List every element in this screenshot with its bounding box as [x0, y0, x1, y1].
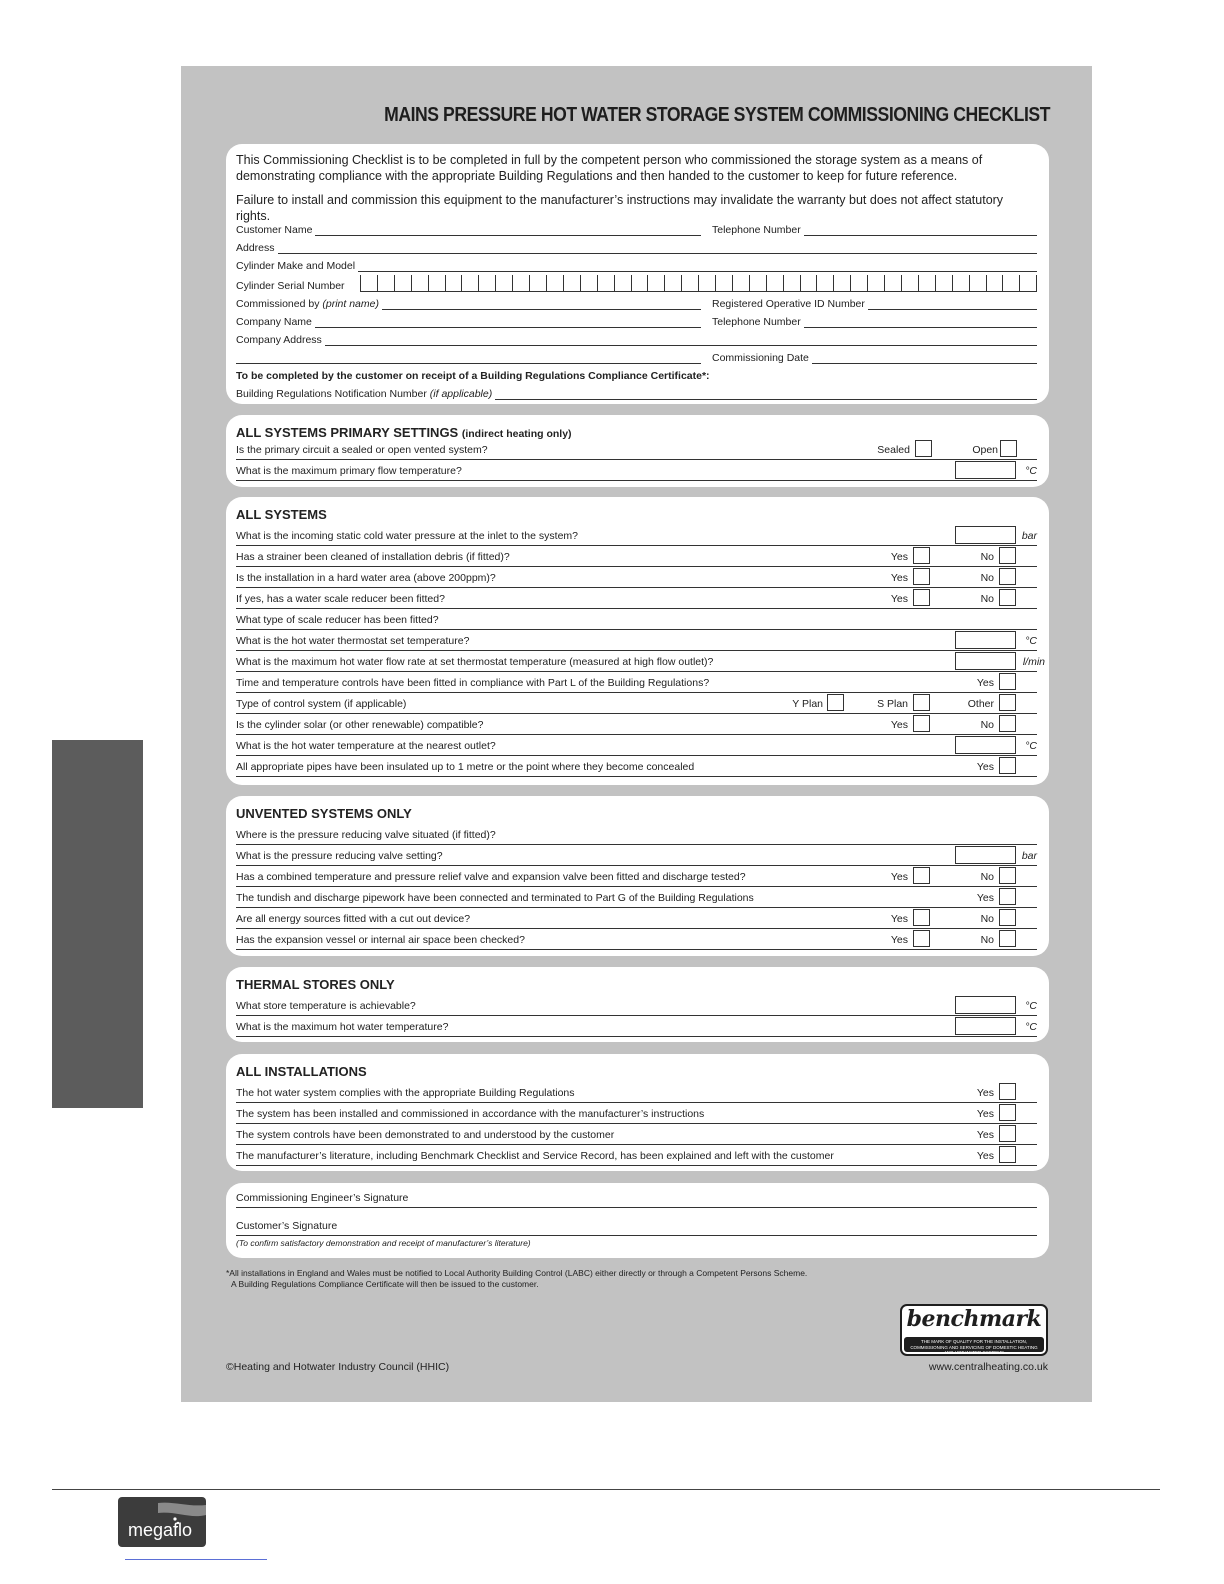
yes-checkbox[interactable] — [999, 1146, 1016, 1163]
megaflo-logo — [118, 1497, 206, 1547]
question-text: What type of scale reducer has been fitted? — [236, 614, 439, 626]
question-text: What is the maximum hot water temperature? — [236, 1021, 449, 1033]
yes-label: Yes — [890, 593, 908, 605]
question-text: What is the incoming static cold water pressure at the inlet to the system? — [236, 530, 578, 542]
hard-water-row — [236, 566, 1037, 588]
yes-label: Yes — [976, 1150, 994, 1162]
question-text: The manufacturer’s literature, including Benchmark Checklist and Service Record, has been explained and left with the customer — [236, 1150, 834, 1162]
customer-name-row — [236, 220, 1037, 238]
address-row — [236, 238, 1037, 256]
part-l-controls-row — [236, 671, 1037, 693]
question-text: Time and temperature controls have been fitted in compliance with Part L of the Building Regulations? — [236, 677, 710, 689]
cold-water-pressure-input[interactable] — [955, 526, 1016, 544]
sealed-label: Sealed — [877, 444, 910, 456]
installations-title: ALL INSTALLATIONS — [236, 1064, 367, 1079]
literature-left-row — [236, 1144, 1037, 1166]
customer-name-label: Customer Name — [236, 224, 315, 236]
yes-checkbox[interactable] — [999, 757, 1016, 774]
page-title: MAINS PRESSURE HOT WATER STORAGE SYSTEM COMMISSIONING CHECKLIST — [384, 104, 1050, 126]
yes-label: Yes — [976, 1087, 994, 1099]
pipes-insulated-row — [236, 755, 1037, 777]
cylinder-serial-field[interactable] — [360, 275, 1037, 292]
notification-number-label: Building Regulations Notification Number (if applicable) — [236, 388, 495, 400]
cold-water-pressure-row — [236, 524, 1037, 546]
installed-per-instructions-row — [236, 1102, 1037, 1124]
unit-label: bar — [1021, 850, 1037, 862]
unvented-title: UNVENTED SYSTEMS ONLY — [236, 806, 412, 821]
question-text: Has the expansion vessel or internal air space been checked? — [236, 934, 525, 946]
question-text: What is the hot water temperature at the nearest outlet? — [236, 740, 496, 752]
question-text: Has a strainer been cleaned of installation debris (if fitted)? — [236, 551, 510, 563]
building-regs-row — [236, 1081, 1037, 1103]
yes-checkbox[interactable] — [913, 867, 930, 884]
side-tab — [52, 740, 143, 1108]
max-hot-water-temp-row — [236, 1015, 1037, 1037]
commissioning-date-label: Commissioning Date — [712, 352, 812, 364]
store-temp-input[interactable] — [955, 996, 1016, 1014]
company-address-label: Company Address — [236, 334, 325, 346]
primary-flow-temp-row — [236, 459, 1037, 481]
y-plan-label: Y Plan — [792, 698, 823, 710]
tundish-row — [236, 886, 1037, 908]
yes-checkbox[interactable] — [913, 715, 930, 732]
yes-label: Yes — [890, 719, 908, 731]
yes-label: Yes — [976, 677, 994, 689]
question-text: What is the maximum primary flow temperature? — [236, 465, 462, 477]
expansion-vessel-row — [236, 928, 1037, 950]
question-text: What is the maximum hot water flow rate at set thermostat temperature (measured at high flow outlet)? — [236, 656, 714, 668]
yes-label: Yes — [976, 1129, 994, 1141]
commissioned-by-label: Commissioned by (print name) — [236, 298, 382, 310]
cut-out-device-row — [236, 907, 1037, 929]
notification-number-row — [236, 384, 1037, 402]
unit-label: °C — [1025, 1000, 1037, 1012]
cylinder-serial-label: Cylinder Serial Number — [236, 280, 348, 292]
megaflo-wordmark: megaflo — [128, 1520, 193, 1540]
no-checkbox[interactable] — [999, 547, 1016, 564]
primary-flow-temp-input[interactable] — [955, 461, 1016, 479]
yes-checkbox[interactable] — [999, 888, 1016, 905]
question-text: Has a combined temperature and pressure relief valve and expansion valve been fitted and discharge tested? — [236, 871, 746, 883]
operative-id-label: Registered Operative ID Number — [712, 298, 868, 310]
no-label: No — [980, 913, 994, 925]
outlet-temp-row — [236, 734, 1037, 756]
benchmark-logo — [900, 1304, 1048, 1356]
yes-label: Yes — [976, 761, 994, 773]
commissioned-by-row — [236, 294, 1037, 312]
yes-label: Yes — [890, 871, 908, 883]
control-system-row — [236, 692, 1037, 714]
footnote-line-1: *All installations in England and Wales must be notified to Local Authority Building Control (LABC) either directly or through a Competent Persons Scheme. — [226, 1268, 808, 1278]
company-address-row — [236, 330, 1037, 348]
question-text: If yes, has a water scale reducer been fitted? — [236, 593, 445, 605]
unit-label: °C — [1025, 635, 1037, 647]
question-text: The hot water system complies with the appropriate Building Regulations — [236, 1087, 575, 1099]
cylinder-serial-row — [236, 274, 1037, 294]
address-field[interactable] — [236, 253, 1037, 254]
question-text: What is the pressure reducing valve setting? — [236, 850, 443, 862]
thermostat-temp-row — [236, 629, 1037, 651]
footnote — [226, 1268, 807, 1290]
question-text: All appropriate pipes have been insulated up to 1 metre or the point where they become concealed — [236, 761, 695, 773]
no-checkbox[interactable] — [999, 909, 1016, 926]
primary-settings-card — [226, 415, 1049, 487]
scale-reducer-type-row[interactable] — [236, 608, 1037, 630]
other-label: Other — [967, 698, 994, 710]
no-label: No — [980, 551, 994, 563]
s-plan-label: S Plan — [877, 698, 908, 710]
link-underline — [125, 1559, 267, 1560]
no-label: No — [980, 934, 994, 946]
cylinder-model-label: Cylinder Make and Model — [236, 260, 358, 272]
no-checkbox[interactable] — [999, 715, 1016, 732]
question-text: The tundish and discharge pipework have been connected and terminated to Part G of the Building Regulations — [236, 892, 754, 904]
yes-label: Yes — [890, 572, 908, 584]
prv-setting-row — [236, 844, 1037, 866]
customer-signature-label: Customer’s Signature — [236, 1220, 338, 1232]
signatures-card — [226, 1183, 1049, 1258]
customer-note: To be completed by the customer on receipt of a Building Regulations Compliance Certificate*: — [236, 370, 713, 382]
yes-checkbox[interactable] — [913, 547, 930, 564]
company-name-row — [236, 312, 1037, 330]
company-telephone-label: Telephone Number — [712, 316, 804, 328]
question-text: Is the installation in a hard water area (above 200ppm)? — [236, 572, 496, 584]
thermal-stores-card — [226, 967, 1049, 1042]
prv-location-row[interactable] — [236, 823, 1037, 845]
engineer-signature-field[interactable] — [236, 1186, 1037, 1208]
commissioning-date-row — [236, 348, 1037, 366]
open-label: Open — [972, 444, 998, 456]
no-label: No — [980, 593, 994, 605]
flow-rate-row — [236, 650, 1045, 672]
yes-label: Yes — [890, 913, 908, 925]
telephone-label: Telephone Number — [712, 224, 804, 236]
primary-settings-title: ALL SYSTEMS PRIMARY SETTINGS (indirect heating only) — [236, 425, 572, 440]
question-text: Is the primary circuit a sealed or open vented system? — [236, 444, 488, 456]
unit-label: bar — [1021, 530, 1037, 542]
all-systems-card — [226, 497, 1049, 785]
intro-paragraph: This Commissioning Checklist is to be completed in full by the competent person who commissioned the storage system as a means of demonstrating compliance with the appropriate Building Regulations and then handed to the customer to keep for future reference. — [236, 153, 983, 183]
outlet-temp-input[interactable] — [955, 736, 1016, 754]
flow-rate-input[interactable] — [955, 652, 1016, 670]
no-checkbox[interactable] — [999, 930, 1016, 947]
yes-checkbox[interactable] — [999, 673, 1016, 690]
no-label: No — [980, 871, 994, 883]
question-text: The system controls have been demonstrated to and understood by the customer — [236, 1129, 615, 1141]
question-text: What store temperature is achievable? — [236, 1000, 416, 1012]
yes-label: Yes — [890, 934, 908, 946]
other-checkbox[interactable] — [999, 694, 1016, 711]
engineer-signature-label: Commissioning Engineer’s Signature — [236, 1192, 409, 1204]
cylinder-model-row — [236, 256, 1037, 274]
y-plan-checkbox[interactable] — [827, 694, 844, 711]
yes-label: Yes — [890, 551, 908, 563]
solar-compatible-row — [236, 713, 1037, 735]
primary-circuit-row — [236, 438, 1037, 460]
footnote-line-2: A Building Regulations Compliance Certificate will then be issued to the customer. — [231, 1279, 539, 1289]
yes-label: Yes — [976, 1108, 994, 1120]
sealed-checkbox[interactable] — [915, 440, 932, 457]
all-systems-title: ALL SYSTEMS — [236, 507, 327, 522]
thermal-title: THERMAL STORES ONLY — [236, 977, 395, 992]
benchmark-wordmark: benchmark — [906, 1306, 1042, 1332]
question-text: Are all energy sources fitted with a cut out device? — [236, 913, 471, 925]
scale-reducer-fitted-row — [236, 587, 1037, 609]
benchmark-tagline: THE MARK OF QUALITY FOR THE INSTALLATION, COMMISSIONING AND SERVICING OF DOMESTIC HEATING AND HOT WATER SYSTEMS — [910, 1339, 1038, 1355]
question-text: What is the hot water thermostat set temperature? — [236, 635, 470, 647]
customer-signature-field[interactable] — [236, 1214, 1037, 1236]
yes-checkbox[interactable] — [999, 1083, 1016, 1100]
unit-label: l/min — [1022, 656, 1045, 668]
prv-setting-input[interactable] — [955, 846, 1016, 864]
no-checkbox[interactable] — [999, 589, 1016, 606]
question-text: Is the cylinder solar (or other renewable) compatible? — [236, 719, 484, 731]
store-temp-row — [236, 994, 1037, 1016]
question-text: Type of control system (if applicable) — [236, 698, 407, 710]
no-label: No — [980, 572, 994, 584]
company-name-label: Company Name — [236, 316, 315, 328]
thermostat-temp-input[interactable] — [955, 631, 1016, 649]
no-label: No — [980, 719, 994, 731]
controls-demonstrated-row — [236, 1123, 1037, 1145]
yes-checkbox[interactable] — [913, 589, 930, 606]
yes-checkbox[interactable] — [913, 568, 930, 585]
s-plan-checkbox[interactable] — [913, 694, 930, 711]
all-installations-card — [226, 1054, 1049, 1171]
yes-checkbox[interactable] — [999, 1104, 1016, 1121]
question-text: Where is the pressure reducing valve situated (if fitted)? — [236, 829, 496, 841]
strainer-row — [236, 545, 1037, 567]
unit-label: °C — [1025, 1021, 1037, 1033]
customer-note-row — [236, 366, 1037, 384]
relief-valve-row — [236, 865, 1037, 887]
open-checkbox[interactable] — [1000, 440, 1017, 457]
question-text: The system has been installed and commissioned in accordance with the manufacturer’s instructions — [236, 1108, 705, 1120]
yes-checkbox[interactable] — [913, 930, 930, 947]
no-checkbox[interactable] — [999, 867, 1016, 884]
unit-label: °C — [1025, 740, 1037, 752]
yes-checkbox[interactable] — [913, 909, 930, 926]
warranty-paragraph: Failure to install and commission this equipment to the manufacturer’s instructions may invalidate the warranty but does not affect statutory rights. — [236, 193, 1004, 223]
unit-label: °C — [1025, 465, 1037, 477]
address-label: Address — [236, 242, 278, 254]
footer-divider — [52, 1489, 1160, 1490]
company-address-field[interactable] — [236, 345, 1037, 346]
max-hot-water-temp-input[interactable] — [955, 1017, 1016, 1035]
company-address-field-2[interactable] — [236, 363, 701, 364]
unvented-systems-card — [226, 796, 1049, 956]
website-link[interactable]: www.centralheating.co.uk — [928, 1361, 1048, 1373]
no-checkbox[interactable] — [999, 568, 1016, 585]
customer-details-card — [226, 144, 1049, 404]
signature-note: (To confirm satisfactory demonstration and receipt of manufacturer’s literature) — [236, 1238, 531, 1248]
yes-checkbox[interactable] — [999, 1125, 1016, 1142]
yes-label: Yes — [976, 892, 994, 904]
copyright: ©Heating and Hotwater Industry Council (HHIC) — [226, 1361, 450, 1373]
